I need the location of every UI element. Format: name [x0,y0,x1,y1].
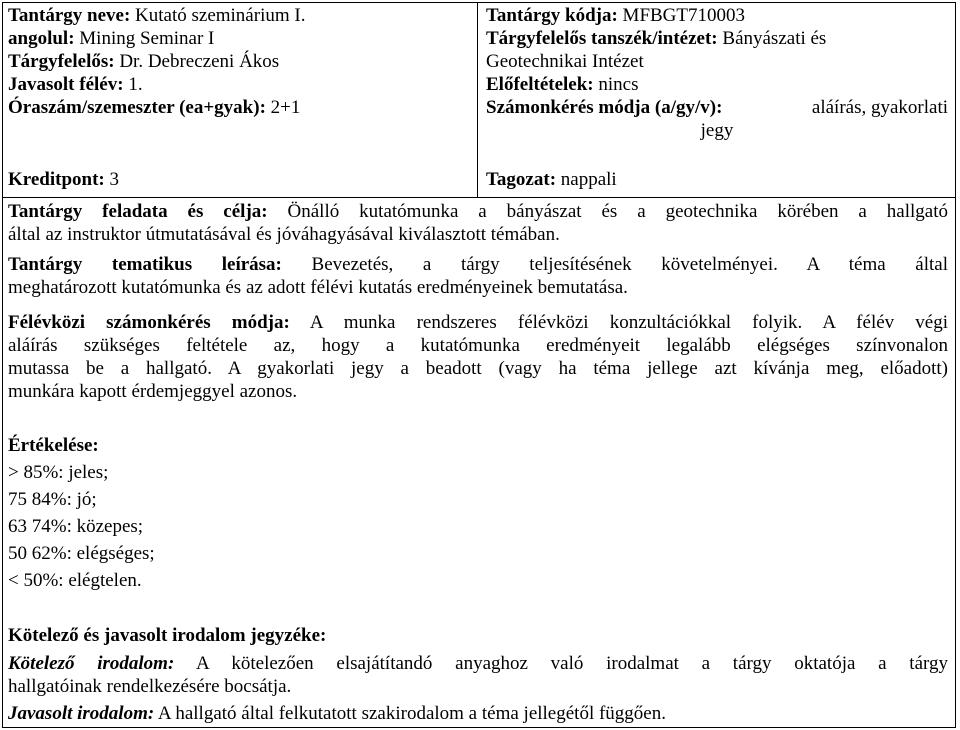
course-topics: Tantárgy tematikus leírása: Bevezetés, a tárgy teljesítésének követelményei. A téma által meghatározott kutatómunka és az adott félévi kutatás eredményeinek bemutatása. [8,254,949,298]
subject-name: Tantárgy neve: Kutató szeminárium I. [8,5,306,26]
subject-code: Tantárgy kódja: MFBGT710003 [486,5,746,26]
department-continued: Geotechnikai Intézet [486,51,644,72]
suggested-semester: Javasolt félév: 1. [8,74,143,95]
prerequisites: Előfeltételek: nincs [486,74,639,95]
study-mode: Tagozat: nappali [486,169,617,190]
course-goal: Tantárgy feladata és célja: Önálló kutatómunka a bányászat és a geotechnika körében a hallgató által az instruktor útmutatásával és jóváhagyásával kiválasztott témában. [8,201,948,245]
literature-heading: Kötelező és javasolt irodalom jegyzéke: [8,625,327,646]
exam-mode-continued: jegy [700,120,734,141]
hours-per-semester: Óraszám/szemeszter (ea+gyak): 2+1 [8,97,301,118]
grade-average: 63 74%: közepes; [8,516,144,537]
suggested-literature: Javasolt irodalom: A hallgató által felkutatott szakirodalom a téma jellegétől függően. [8,703,666,724]
mandatory-literature: Kötelező irodalom: A kötelezően elsajátítandó anyaghoz való irodalmat a tárgy oktatója a tárgy hallgatóinak rendelkezésére bocsátja. [8,653,948,697]
english-name: angolul: Mining Seminar I [8,28,215,49]
grade-good: 75 84%: jó; [8,489,97,510]
department: Tárgyfelelős tanszék/intézet: Bányászati és [486,28,827,49]
grade-excellent: > 85%: jeles; [8,462,109,483]
midterm-assessment: Félévközi számonkérés módja: A munka rendszeres félévközi konzultációkkal folyik. A félév végi aláírás szükséges feltétele az, hogy a kutatómunka eredményeit legalább elégséges színvonalon mutassa be a hallgató. A gyakorlati jegy a beadott (vagy ha téma jellege azt kívánja meg, előadott) munkára kapott érdemjeggyel azonos. [8,312,949,402]
grade-pass: 50 62%: elégséges; [8,543,155,564]
grade-fail: < 50%: elégtelen. [8,570,142,591]
responsible-person: Tárgyfelelős: Dr. Debreczeni Ákos [8,51,280,72]
grading-heading: Értékelése: [8,435,99,456]
exam-mode: Számonkérés módja (a/gy/v): aláírás, gyakorlati [486,97,948,118]
credit-points: Kreditpont: 3 [8,169,120,190]
header-column-divider [477,2,478,198]
header-bottom-divider [2,197,956,198]
